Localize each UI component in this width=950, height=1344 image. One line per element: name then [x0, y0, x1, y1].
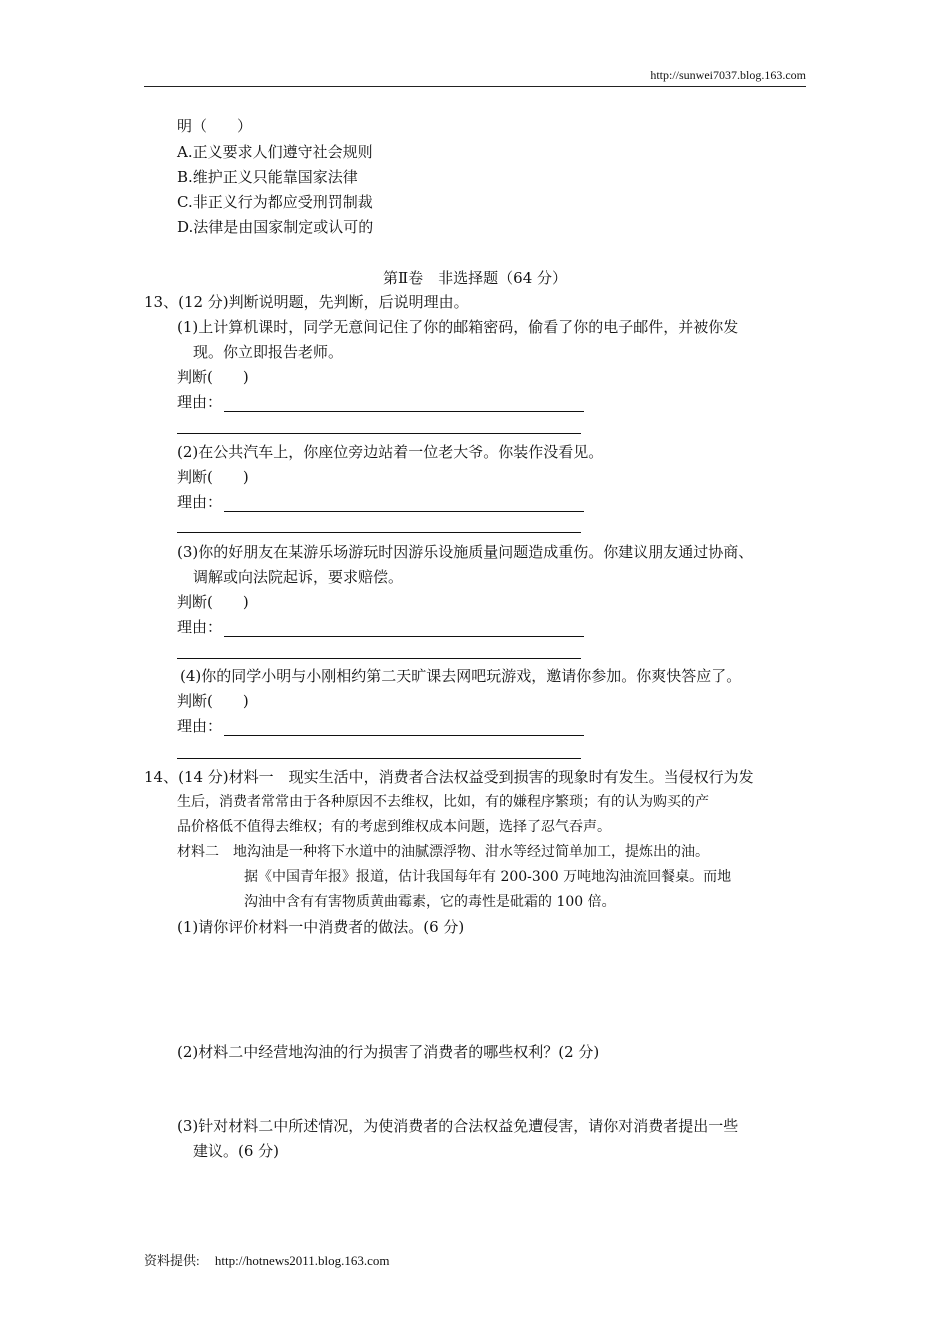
reason-label: 理由：	[177, 618, 223, 636]
reason-blank[interactable]	[224, 622, 584, 637]
q13-item1-judge: 判断( )	[177, 368, 249, 386]
answer-line[interactable]	[177, 658, 581, 659]
q13-item3-line2: 调解或向法院起诉，要求赔偿。	[193, 568, 404, 586]
q13-item4-judge: 判断( )	[177, 692, 249, 710]
footer-url: http://hotnews2011.blog.163.com	[214, 1253, 390, 1268]
q13-item1-reason	[177, 392, 584, 412]
q13-item3-reason	[177, 617, 584, 637]
q14-material2-line3: 沟油中含有有害物质黄曲霉素，它的毒性是砒霜的 100 倍。	[244, 894, 616, 910]
reason-blank[interactable]	[224, 497, 584, 512]
q13-item2-judge: 判断( )	[177, 468, 249, 486]
answer-line[interactable]	[177, 758, 581, 759]
q13-item4-reason	[177, 716, 584, 736]
reason-label: 理由：	[177, 717, 223, 735]
q14-stem-line3: 品价格低不值得去维权；有的考虑到维权成本问题，选择了忍气吞声。	[177, 819, 611, 835]
q13-item1-line1: (1)上计算机课时，同学无意间记住了你的邮箱密码，偷看了你的电子邮件，并被你发	[177, 318, 739, 336]
q12-option-d: D.法律是由国家制定或认可的	[177, 218, 374, 236]
footer	[144, 1250, 390, 1269]
answer-line[interactable]	[177, 532, 581, 533]
q14-stem-line2: 生后，消费者常常由于各种原因不去维权，比如，有的嫌程序繁琐；有的认为购买的产	[177, 794, 709, 810]
q14-material2-line2: 据《中国青年报》报道，估计我国每年有 200-300 万吨地沟油流回餐桌。而地	[244, 869, 732, 885]
header-rule	[144, 86, 806, 87]
q14-sub3-line2: 建议。(6 分)	[193, 1142, 280, 1160]
reason-label: 理由：	[177, 393, 223, 411]
q13-item1-line2: 现。你立即报告老师。	[193, 343, 344, 361]
reason-blank[interactable]	[224, 397, 584, 412]
section-title: 第Ⅱ卷 非选择题（64 分）	[382, 269, 568, 287]
header-url: http://sunwei7037.blog.163.com	[650, 68, 806, 82]
q13-item2-line1: (2)在公共汽车上，你座位旁边站着一位老大爷。你装作没看见。	[177, 443, 604, 461]
q13-stem: 13、(12 分)判断说明题，先判断，后说明理由。	[144, 293, 469, 311]
q12-stem-tail: 明（ ）	[177, 117, 253, 135]
q13-item3-line1: (3)你的好朋友在某游乐场游玩时因游乐设施质量问题造成重伤。你建议朋友通过协商、	[177, 543, 754, 561]
q14-sub2: (2)材料二中经营地沟油的行为损害了消费者的哪些权利？(2 分)	[177, 1043, 600, 1061]
reason-label: 理由：	[177, 493, 223, 511]
q12-option-a: A.正义要求人们遵守社会规则	[177, 143, 373, 161]
q14-stem-line1: 14、(14 分)材料一 现实生活中，消费者合法权益受到损害的现象时有发生。当侵权行为发	[144, 768, 754, 786]
q12-option-c: C.非正义行为都应受刑罚制裁	[177, 193, 373, 211]
q14-sub1: (1)请你评价材料一中消费者的做法。(6 分)	[177, 918, 465, 936]
q12-option-b: B.维护正义只能靠国家法律	[177, 168, 358, 186]
reason-blank[interactable]	[224, 721, 584, 736]
answer-line[interactable]	[177, 433, 581, 434]
footer-label: 资料提供:	[144, 1253, 200, 1268]
q13-item3-judge: 判断( )	[177, 593, 249, 611]
q13-item2-reason	[177, 492, 584, 512]
q14-sub3-line1: (3)针对材料二中所述情况，为使消费者的合法权益免遭侵害，请你对消费者提出一些	[177, 1117, 739, 1135]
q13-item4-line1: (4)你的同学小明与小刚相约第二天旷课去网吧玩游戏，邀请你参加。你爽快答应了。	[180, 667, 742, 685]
q14-material2-line1: 材料二 地沟油是一种将下水道中的油腻漂浮物、泔水等经过简单加工，提炼出的油。	[177, 844, 709, 860]
